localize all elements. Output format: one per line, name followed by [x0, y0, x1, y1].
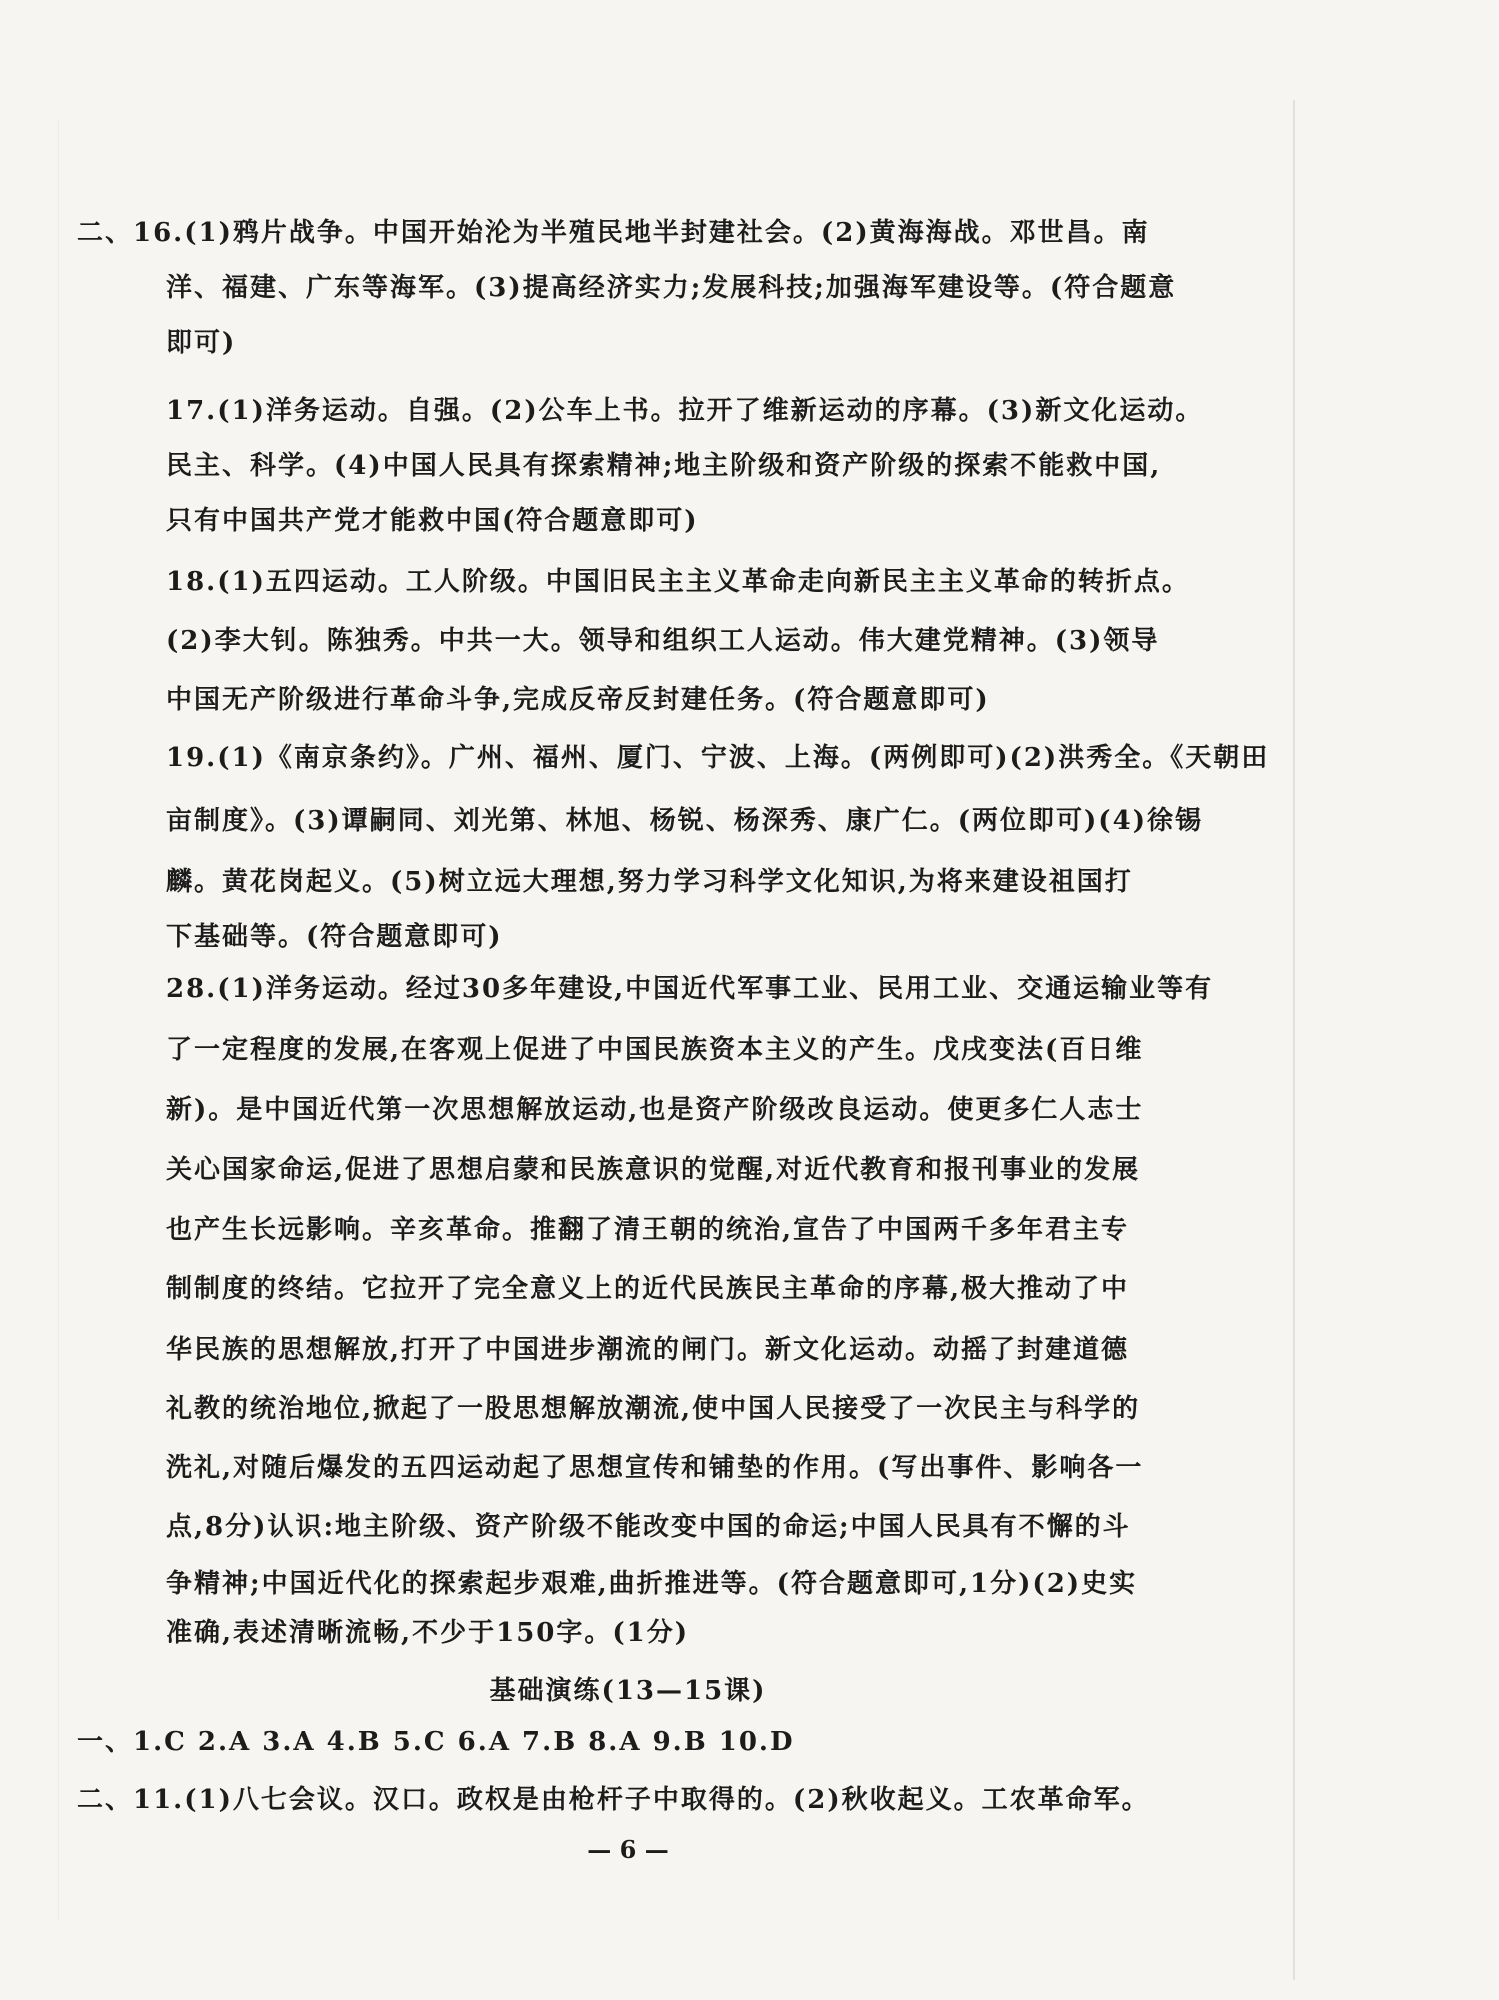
- answer-line: 争精神;中国近代化的探索起步艰难,曲折推进等。(符合题意即可,1分)(2)史实: [166, 1569, 1138, 1599]
- answer-line: 制制度的终结。它拉开了完全意义上的近代民族民主革命的序幕,极大推动了中: [166, 1274, 1130, 1304]
- answer-line: 28.(1)洋务运动。经过30多年建设,中国近代军事工业、民用工业、交通运输业等有: [166, 974, 1214, 1004]
- choice-answers: 一、1.C 2.A 3.A 4.B 5.C 6.A 7.B 8.A 9.B 10.D: [77, 1727, 795, 1757]
- answer-line: 18.(1)五四运动。工人阶级。中国旧民主主义革命走向新民主主义革命的转折点。: [166, 567, 1190, 597]
- answer-line: 17.(1)洋务运动。自强。(2)公车上书。拉开了维新运动的序幕。(3)新文化运动。: [166, 396, 1204, 426]
- answer-line: 准确,表述清晰流畅,不少于150字。(1分): [166, 1618, 690, 1648]
- answer-line: 礼教的统治地位,掀起了一股思想解放潮流,使中国人民接受了一次民主与科学的: [166, 1394, 1141, 1424]
- answer-line: 只有中国共产党才能救中国(符合题意即可): [166, 506, 699, 536]
- answer-line: 即可): [166, 328, 237, 358]
- binding-shadow: [1293, 100, 1295, 1980]
- answer-line: 洋、福建、广东等海军。(3)提高经济实力;发展科技;加强海军建设等。(符合题意: [166, 273, 1177, 303]
- answer-line: 二、11.(1)八七会议。汉口。政权是由枪杆子中取得的。(2)秋收起义。工农革命军。: [77, 1785, 1150, 1815]
- answer-line: 亩制度》。(3)谭嗣同、刘光第、林旭、杨锐、杨深秀、康广仁。(两位即可)(4)徐锡: [166, 806, 1203, 836]
- answer-line: 新)。是中国近代第一次思想解放运动,也是资产阶级改良运动。使更多仁人志士: [166, 1095, 1144, 1125]
- answer-line: (2)李大钊。陈独秀。中共一大。领导和组织工人运动。伟大建党精神。(3)领导: [166, 626, 1160, 656]
- page-number: — 6 —: [587, 1835, 669, 1864]
- section-title: 基础演练(13—15课): [489, 1676, 767, 1706]
- answer-line: 华民族的思想解放,打开了中国进步潮流的闸门。新文化运动。动摇了封建道德: [166, 1335, 1130, 1365]
- answer-line: 中国无产阶级进行革命斗争,完成反帝反封建任务。(符合题意即可): [166, 685, 990, 715]
- answer-line: 也产生长远影响。辛亥革命。推翻了清王朝的统治,宣告了中国两千多年君主专: [166, 1215, 1130, 1245]
- answer-line: 点,8分)认识:地主阶级、资产阶级不能改变中国的命运;中国人民具有不懈的斗: [166, 1512, 1131, 1542]
- answer-line: 二、16.(1)鸦片战争。中国开始沦为半殖民地半封建社会。(2)黄海海战。邓世昌。南: [77, 218, 1150, 248]
- answer-line: 民主、科学。(4)中国人民具有探索精神;地主阶级和资产阶级的探索不能救中国,: [166, 451, 1162, 481]
- answer-line: 19.(1)《南京条约》。广州、福州、厦门、宁波、上海。(两例即可)(2)洪秀全。《天朝田: [166, 743, 1270, 773]
- answer-line: 麟。黄花岗起义。(5)树立远大理想,努力学习科学文化知识,为将来建设祖国打: [166, 867, 1133, 897]
- answer-line: 下基础等。(符合题意即可): [166, 922, 503, 952]
- scan-edge-shadow: [58, 120, 59, 1920]
- answer-line: 了一定程度的发展,在客观上促进了中国民族资本主义的产生。戊戌变法(百日维: [166, 1035, 1144, 1065]
- answer-line: 关心国家命运,促进了思想启蒙和民族意识的觉醒,对近代教育和报刊事业的发展: [166, 1155, 1141, 1185]
- answer-line: 洗礼,对随后爆发的五四运动起了思想宣传和铺垫的作用。(写出事件、影响各一: [166, 1453, 1144, 1483]
